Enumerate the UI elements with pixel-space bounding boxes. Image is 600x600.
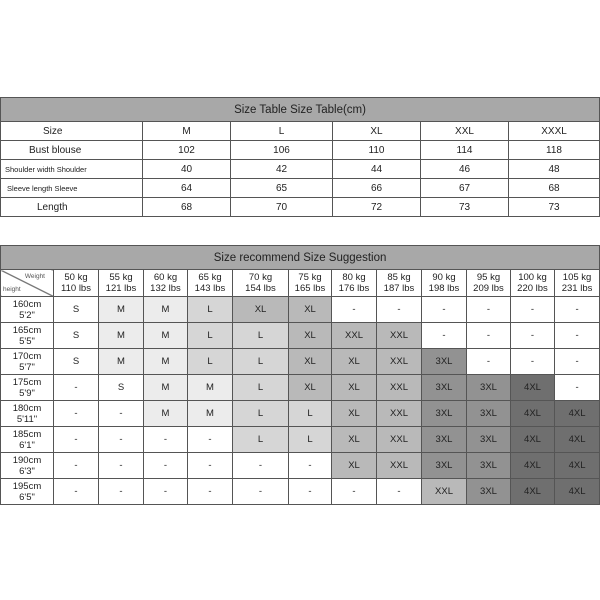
size-suggestion-cell: -: [54, 453, 99, 479]
size-header-xxxl: XXXL: [509, 122, 600, 141]
weight-lbs: 176 lbs: [338, 283, 370, 294]
size-suggestion-cell: M: [99, 323, 144, 349]
size-suggestion-cell: XL: [233, 297, 289, 323]
size-suggestion-cell: M: [144, 323, 188, 349]
size-header-xxl: XXL: [421, 122, 509, 141]
size-suggestion-cell: -: [99, 427, 144, 453]
size-suggestion-cell: XL: [289, 323, 332, 349]
size-suggestion-cell: -: [54, 479, 99, 505]
size-suggestion-cell: XXL: [377, 401, 422, 427]
size-suggestion-cell: XL: [332, 453, 377, 479]
size-suggestion-cell: 3XL: [422, 427, 467, 453]
height-ft: 5'5": [19, 335, 35, 347]
size-suggestion-cell: XL: [332, 375, 377, 401]
size-suggestion-cell: -: [144, 479, 188, 505]
size-suggestion-cell: -: [289, 453, 332, 479]
size-suggestion-cell: -: [555, 323, 600, 349]
weight-header-cell: [467, 270, 511, 297]
table-row: [1, 375, 600, 401]
size-suggestion-cell: -: [511, 297, 555, 323]
table-row: [1, 323, 600, 349]
size-suggestion-cell: 4XL: [511, 401, 555, 427]
size-row-bust: [1, 141, 600, 160]
table-cell: 118: [509, 141, 600, 160]
table-row: [1, 479, 600, 505]
table-cell: 64: [143, 179, 231, 198]
size-suggestion-cell: -: [555, 297, 600, 323]
size-suggestion-cell: L: [188, 323, 233, 349]
size-suggestion-cell: 4XL: [511, 453, 555, 479]
size-suggestion-cell: -: [467, 297, 511, 323]
corner-weight-label: Weight: [24, 273, 45, 280]
size-suggestion-cell: 4XL: [555, 479, 600, 505]
weight-header-cell: [422, 270, 467, 297]
weight-header-cell: [188, 270, 233, 297]
weight-lbs: 154 lbs: [245, 283, 276, 294]
height-header-cell: [1, 401, 54, 427]
height-header-cell: [1, 349, 54, 375]
height-cm: 190cm: [12, 454, 42, 466]
size-suggestion-cell: -: [188, 427, 233, 453]
table-cell: 110: [333, 141, 421, 160]
height-header-cell: [1, 427, 54, 453]
size-suggestion-cell: XL: [289, 375, 332, 401]
size-row-sleeve: [1, 179, 600, 198]
table-cell: 70: [231, 198, 333, 217]
size-header-l: L: [231, 122, 333, 141]
size-suggestion-cell: M: [99, 297, 144, 323]
weight-lbs: 209 lbs: [473, 283, 504, 294]
size-header-xl: XL: [333, 122, 421, 141]
size-suggestion-cell: XXL: [377, 375, 422, 401]
height-cm: 195cm: [12, 480, 42, 492]
size-suggestion-table: [0, 245, 600, 505]
table-row: [1, 401, 600, 427]
size-suggestion-cell: 3XL: [422, 375, 467, 401]
weight-lbs: 231 lbs: [561, 283, 593, 294]
size-suggestion-cell: -: [511, 323, 555, 349]
size-suggestion-cell: L: [233, 401, 289, 427]
weight-header-cell: [377, 270, 422, 297]
table-cell: 102: [143, 141, 231, 160]
size-suggestion-cell: M: [144, 297, 188, 323]
weight-lbs: 121 lbs: [105, 283, 137, 294]
table-cell: 67: [421, 179, 509, 198]
table-cell: 42: [231, 160, 333, 179]
weight-lbs: 220 lbs: [517, 283, 548, 294]
table-cell: 72: [333, 198, 421, 217]
size-suggestion-cell: XXL: [377, 349, 422, 375]
size-suggestion-cell: -: [188, 479, 233, 505]
weight-kg: 80 kg: [342, 272, 366, 283]
size-suggestion-cell: L: [233, 349, 289, 375]
height-header-cell: [1, 375, 54, 401]
table-row: [1, 453, 600, 479]
size-suggestion-cell: 3XL: [422, 349, 467, 375]
size-row-length: [1, 198, 600, 217]
size-suggestion-cell: 4XL: [555, 453, 600, 479]
size-table-title: Size Table Size Table(cm): [1, 98, 600, 122]
row-label-shoulder: Shoulder width Shoulder: [1, 160, 143, 179]
size-suggestion-cell: 3XL: [467, 375, 511, 401]
height-header-cell: [1, 323, 54, 349]
size-suggestion-cell: -: [233, 479, 289, 505]
size-suggestion-cell: 4XL: [511, 375, 555, 401]
size-suggestion-cell: M: [188, 375, 233, 401]
height-cm: 160cm: [12, 298, 42, 310]
size-suggestion-cell: L: [233, 323, 289, 349]
table-cell: 106: [231, 141, 333, 160]
size-suggestion-cell: 3XL: [467, 479, 511, 505]
size-suggestion-cell: XL: [332, 427, 377, 453]
size-suggestion-cell: M: [144, 401, 188, 427]
height-ft: 5'11": [16, 413, 38, 425]
weight-lbs: 110 lbs: [61, 283, 91, 294]
weight-header-cell: [54, 270, 99, 297]
weight-kg: 75 kg: [298, 272, 322, 283]
height-header-cell: [1, 297, 54, 323]
weight-header-cell: [511, 270, 555, 297]
size-suggestion-cell: XXL: [332, 323, 377, 349]
size-row-shoulder: [1, 160, 600, 179]
table-row: [1, 297, 600, 323]
size-suggestion-cell: -: [54, 427, 99, 453]
size-suggestion-cell: -: [289, 479, 332, 505]
table-cell: 68: [143, 198, 231, 217]
size-table-header-row: [1, 122, 600, 141]
size-suggestion-cell: L: [289, 427, 332, 453]
size-suggestion-cell: -: [555, 375, 600, 401]
size-suggestion-cell: -: [511, 349, 555, 375]
row-label-length: Length: [1, 198, 143, 217]
height-ft: 5'2": [19, 309, 35, 321]
size-suggestion-cell: XXL: [422, 479, 467, 505]
size-header-m: M: [143, 122, 231, 141]
height-cm: 170cm: [12, 350, 42, 362]
size-suggestion-cell: -: [377, 479, 422, 505]
weight-header-cell: [555, 270, 600, 297]
size-suggestion-cell: XXL: [377, 427, 422, 453]
size-suggestion-cell: -: [99, 453, 144, 479]
size-suggestion-cell: 3XL: [422, 453, 467, 479]
size-suggestion-cell: -: [422, 297, 467, 323]
size-suggestion-cell: 3XL: [467, 427, 511, 453]
height-ft: 5'9": [19, 387, 35, 399]
size-suggestion-cell: S: [54, 349, 99, 375]
size-suggestion-cell: XL: [332, 401, 377, 427]
size-suggestion-cell: -: [332, 297, 377, 323]
weight-height-corner: [1, 270, 54, 297]
table-row: [1, 349, 600, 375]
size-suggestion-cell: -: [144, 427, 188, 453]
size-header-label: Size: [1, 122, 143, 141]
table-cell: 44: [333, 160, 421, 179]
size-suggestion-cell: -: [233, 453, 289, 479]
weight-kg: 55 kg: [109, 272, 133, 283]
table-cell: 73: [421, 198, 509, 217]
size-suggestion-cell: S: [99, 375, 144, 401]
table-cell: 46: [421, 160, 509, 179]
size-suggestion-cell: -: [188, 453, 233, 479]
size-suggestion-cell: L: [188, 349, 233, 375]
size-suggestion-cell: -: [99, 479, 144, 505]
size-suggestion-cell: XXL: [377, 453, 422, 479]
weight-header-cell: [144, 270, 188, 297]
table-cell: 48: [509, 160, 600, 179]
table-row: [1, 427, 600, 453]
size-suggestion-cell: S: [54, 323, 99, 349]
height-header-cell: [1, 479, 54, 505]
weight-kg: 50 kg: [64, 272, 88, 283]
weight-header-cell: [99, 270, 144, 297]
weight-kg: 60 kg: [153, 272, 178, 283]
corner-height-label: height: [3, 286, 21, 293]
size-suggestion-cell: 3XL: [467, 401, 511, 427]
size-suggestion-cell: -: [377, 297, 422, 323]
weight-header-cell: [289, 270, 332, 297]
height-ft: 6'5": [19, 491, 35, 503]
weight-header-row: [1, 270, 600, 297]
size-suggestion-cell: M: [144, 349, 188, 375]
size-suggestion-cell: 4XL: [511, 479, 555, 505]
weight-lbs: 132 lbs: [150, 283, 181, 294]
size-suggestion-cell: -: [144, 453, 188, 479]
table-cell: 73: [509, 198, 600, 217]
weight-lbs: 187 lbs: [383, 283, 415, 294]
weight-kg: 95 kg: [476, 272, 501, 283]
table-cell: 65: [231, 179, 333, 198]
height-header-cell: [1, 453, 54, 479]
size-suggestion-cell: -: [555, 349, 600, 375]
table-cell: 68: [509, 179, 600, 198]
size-suggestion-cell: -: [54, 375, 99, 401]
size-suggestion-cell: -: [467, 349, 511, 375]
height-cm: 185cm: [12, 428, 42, 440]
size-suggestion-cell: -: [54, 401, 99, 427]
size-suggestion-cell: 3XL: [422, 401, 467, 427]
size-suggestion-cell: L: [289, 401, 332, 427]
suggestion-table-title: Size recommend Size Suggestion: [1, 246, 600, 270]
table-cell: 66: [333, 179, 421, 198]
weight-header-cell: [233, 270, 289, 297]
size-suggestion-cell: -: [332, 479, 377, 505]
size-suggestion-cell: S: [54, 297, 99, 323]
weight-kg: 70 kg: [248, 272, 273, 283]
size-table: [0, 97, 600, 217]
size-suggestion-cell: XL: [289, 297, 332, 323]
size-suggestion-cell: -: [422, 323, 467, 349]
height-cm: 180cm: [12, 402, 42, 414]
size-suggestion-cell: -: [99, 401, 144, 427]
height-cm: 175cm: [12, 376, 42, 388]
weight-kg: 90 kg: [432, 272, 456, 283]
size-suggestion-cell: XL: [289, 349, 332, 375]
row-label-bust: Bust blouse: [1, 141, 143, 160]
weight-lbs: 143 lbs: [194, 283, 226, 294]
table-cell: 40: [143, 160, 231, 179]
size-suggestion-cell: L: [233, 427, 289, 453]
size-suggestion-cell: M: [144, 375, 188, 401]
size-suggestion-cell: -: [467, 323, 511, 349]
weight-lbs: 165 lbs: [294, 283, 326, 294]
height-ft: 5'7": [19, 361, 35, 373]
height-ft: 6'1": [19, 439, 35, 451]
size-suggestion-cell: M: [99, 349, 144, 375]
weight-kg: 85 kg: [387, 272, 411, 283]
height-cm: 165cm: [12, 324, 42, 336]
size-suggestion-cell: 4XL: [555, 401, 600, 427]
weight-kg: 65 kg: [198, 272, 222, 283]
size-suggestion-cell: 4XL: [511, 427, 555, 453]
table-cell: 114: [421, 141, 509, 160]
size-suggestion-cell: 3XL: [467, 453, 511, 479]
size-suggestion-cell: M: [188, 401, 233, 427]
size-suggestion-cell: XXL: [377, 323, 422, 349]
height-ft: 6'3": [19, 465, 35, 477]
size-suggestion-cell: XL: [332, 349, 377, 375]
weight-kg: 100 kg: [518, 272, 547, 283]
size-suggestion-cell: 4XL: [555, 427, 600, 453]
weight-header-cell: [332, 270, 377, 297]
size-suggestion-cell: L: [233, 375, 289, 401]
weight-kg: 105 kg: [562, 272, 592, 283]
size-suggestion-cell: L: [188, 297, 233, 323]
row-label-sleeve: Sleeve length Sleeve: [1, 179, 143, 198]
weight-lbs: 198 lbs: [428, 283, 460, 294]
